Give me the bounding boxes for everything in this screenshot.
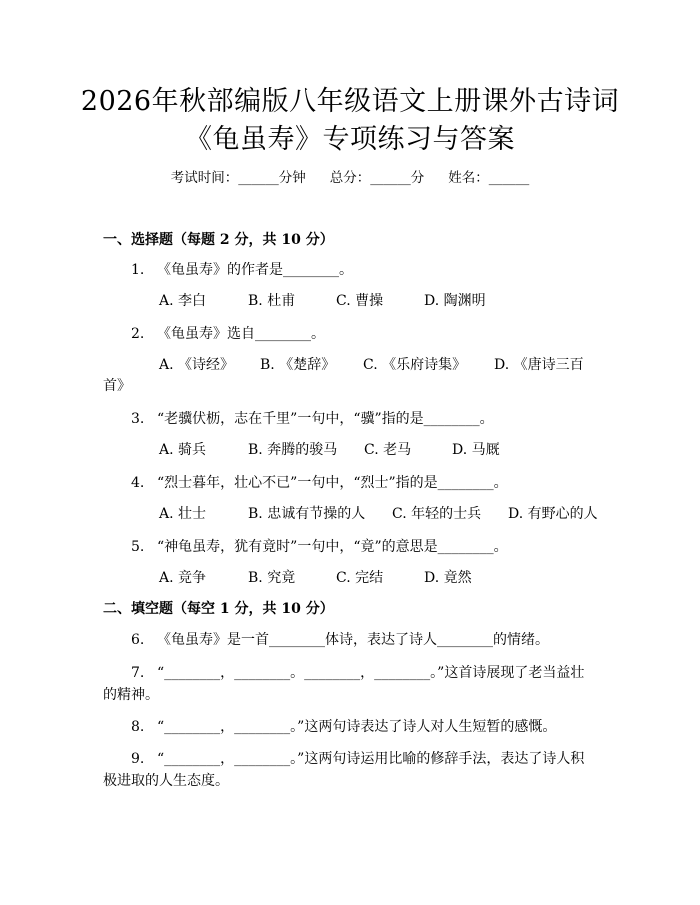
option-d: D. 马厩 <box>452 442 500 458</box>
question-text: “神龟虽寿，犹有竟时”一句中，“竟”的意思是________。 <box>157 539 508 555</box>
exam-meta <box>0 169 700 187</box>
option-d: D. 陶渊明 <box>424 293 486 309</box>
question-7-wrap: 的精神。 <box>103 687 159 703</box>
section-heading-choice: 一、选择题（每题 2 分，共 10 分） <box>103 232 334 248</box>
option-d: D. 有野心的人 <box>508 506 598 522</box>
question-text: “________，________。________，________。”这首诗展现了老当益壮 <box>157 665 585 681</box>
question-9-wrap: 极进取的人生态度。 <box>103 773 229 789</box>
exam-time-field: 考试时间：______分钟 <box>170 170 306 186</box>
question-1 <box>131 259 353 281</box>
question-text: 《龟虽寿》的作者是________。 <box>157 262 353 278</box>
option-c: C. 《乐府诗集》 <box>363 357 467 373</box>
question-3 <box>131 408 494 430</box>
option-b: B. 杜甫 <box>248 293 296 309</box>
question-number: 4. <box>131 475 145 491</box>
question-text: “老骥伏枥，志在千里”一句中，“骥”指的是________。 <box>157 411 494 427</box>
question-6 <box>131 629 549 651</box>
option-a: A. 骑兵 <box>159 442 207 458</box>
question-number: 8. <box>131 719 145 735</box>
question-number: 1. <box>131 262 145 278</box>
option-c: C. 年轻的士兵 <box>392 506 482 522</box>
option-a: A. 《诗经》 <box>159 357 235 373</box>
question-8 <box>131 716 556 738</box>
question-text: “________，________。”这两句诗表达了诗人对人生短暂的感慨。 <box>157 719 557 735</box>
question-number: 9. <box>131 751 145 767</box>
question-5 <box>131 536 508 558</box>
question-text: “烈士暮年，壮心不已”一句中，“烈士”指的是________。 <box>157 475 508 491</box>
option-b: B. 奔腾的骏马 <box>248 442 338 458</box>
question-text: 《龟虽寿》是一首________体诗，表达了诗人________的情绪。 <box>157 632 549 648</box>
question-number: 3. <box>131 411 145 427</box>
question-number: 6. <box>131 632 145 648</box>
option-a: A. 壮士 <box>159 506 207 522</box>
question-text: 《龟虽寿》选自________。 <box>157 326 325 342</box>
option-c: C. 完结 <box>336 570 384 586</box>
option-b: B. 究竟 <box>248 570 296 586</box>
page-title-line-1: 2026年秋部编版八年级语文上册课外古诗词 <box>80 86 620 117</box>
option-b: B. 《楚辞》 <box>260 357 336 373</box>
option-d: D. 竟然 <box>424 570 472 586</box>
question-2-option-d-wrap: 首》 <box>103 378 131 394</box>
section-heading-fill-blank: 二、填空题（每空 1 分，共 10 分） <box>103 601 334 617</box>
option-b: B. 忠诚有节操的人 <box>248 506 366 522</box>
question-text: “________，________。”这两句诗运用比喻的修辞手法，表达了诗人积 <box>157 751 585 767</box>
question-4 <box>131 472 508 494</box>
option-a: A. 李白 <box>159 293 207 309</box>
question-number: 7. <box>131 665 145 681</box>
option-d: D. 《唐诗三百 <box>494 357 584 373</box>
total-score-field: 总分：______分 <box>329 170 425 186</box>
question-9 <box>131 748 584 770</box>
question-number: 5. <box>131 539 145 555</box>
option-a: A. 竞争 <box>159 570 207 586</box>
question-7 <box>131 662 584 684</box>
option-c: C. 曹操 <box>336 293 384 309</box>
option-c: C. 老马 <box>364 442 412 458</box>
page-title-line-2: 《龟虽寿》专项练习与答案 <box>185 124 515 155</box>
question-number: 2. <box>131 326 145 342</box>
question-2 <box>131 323 325 345</box>
student-name-field: 姓名：______ <box>448 170 530 186</box>
